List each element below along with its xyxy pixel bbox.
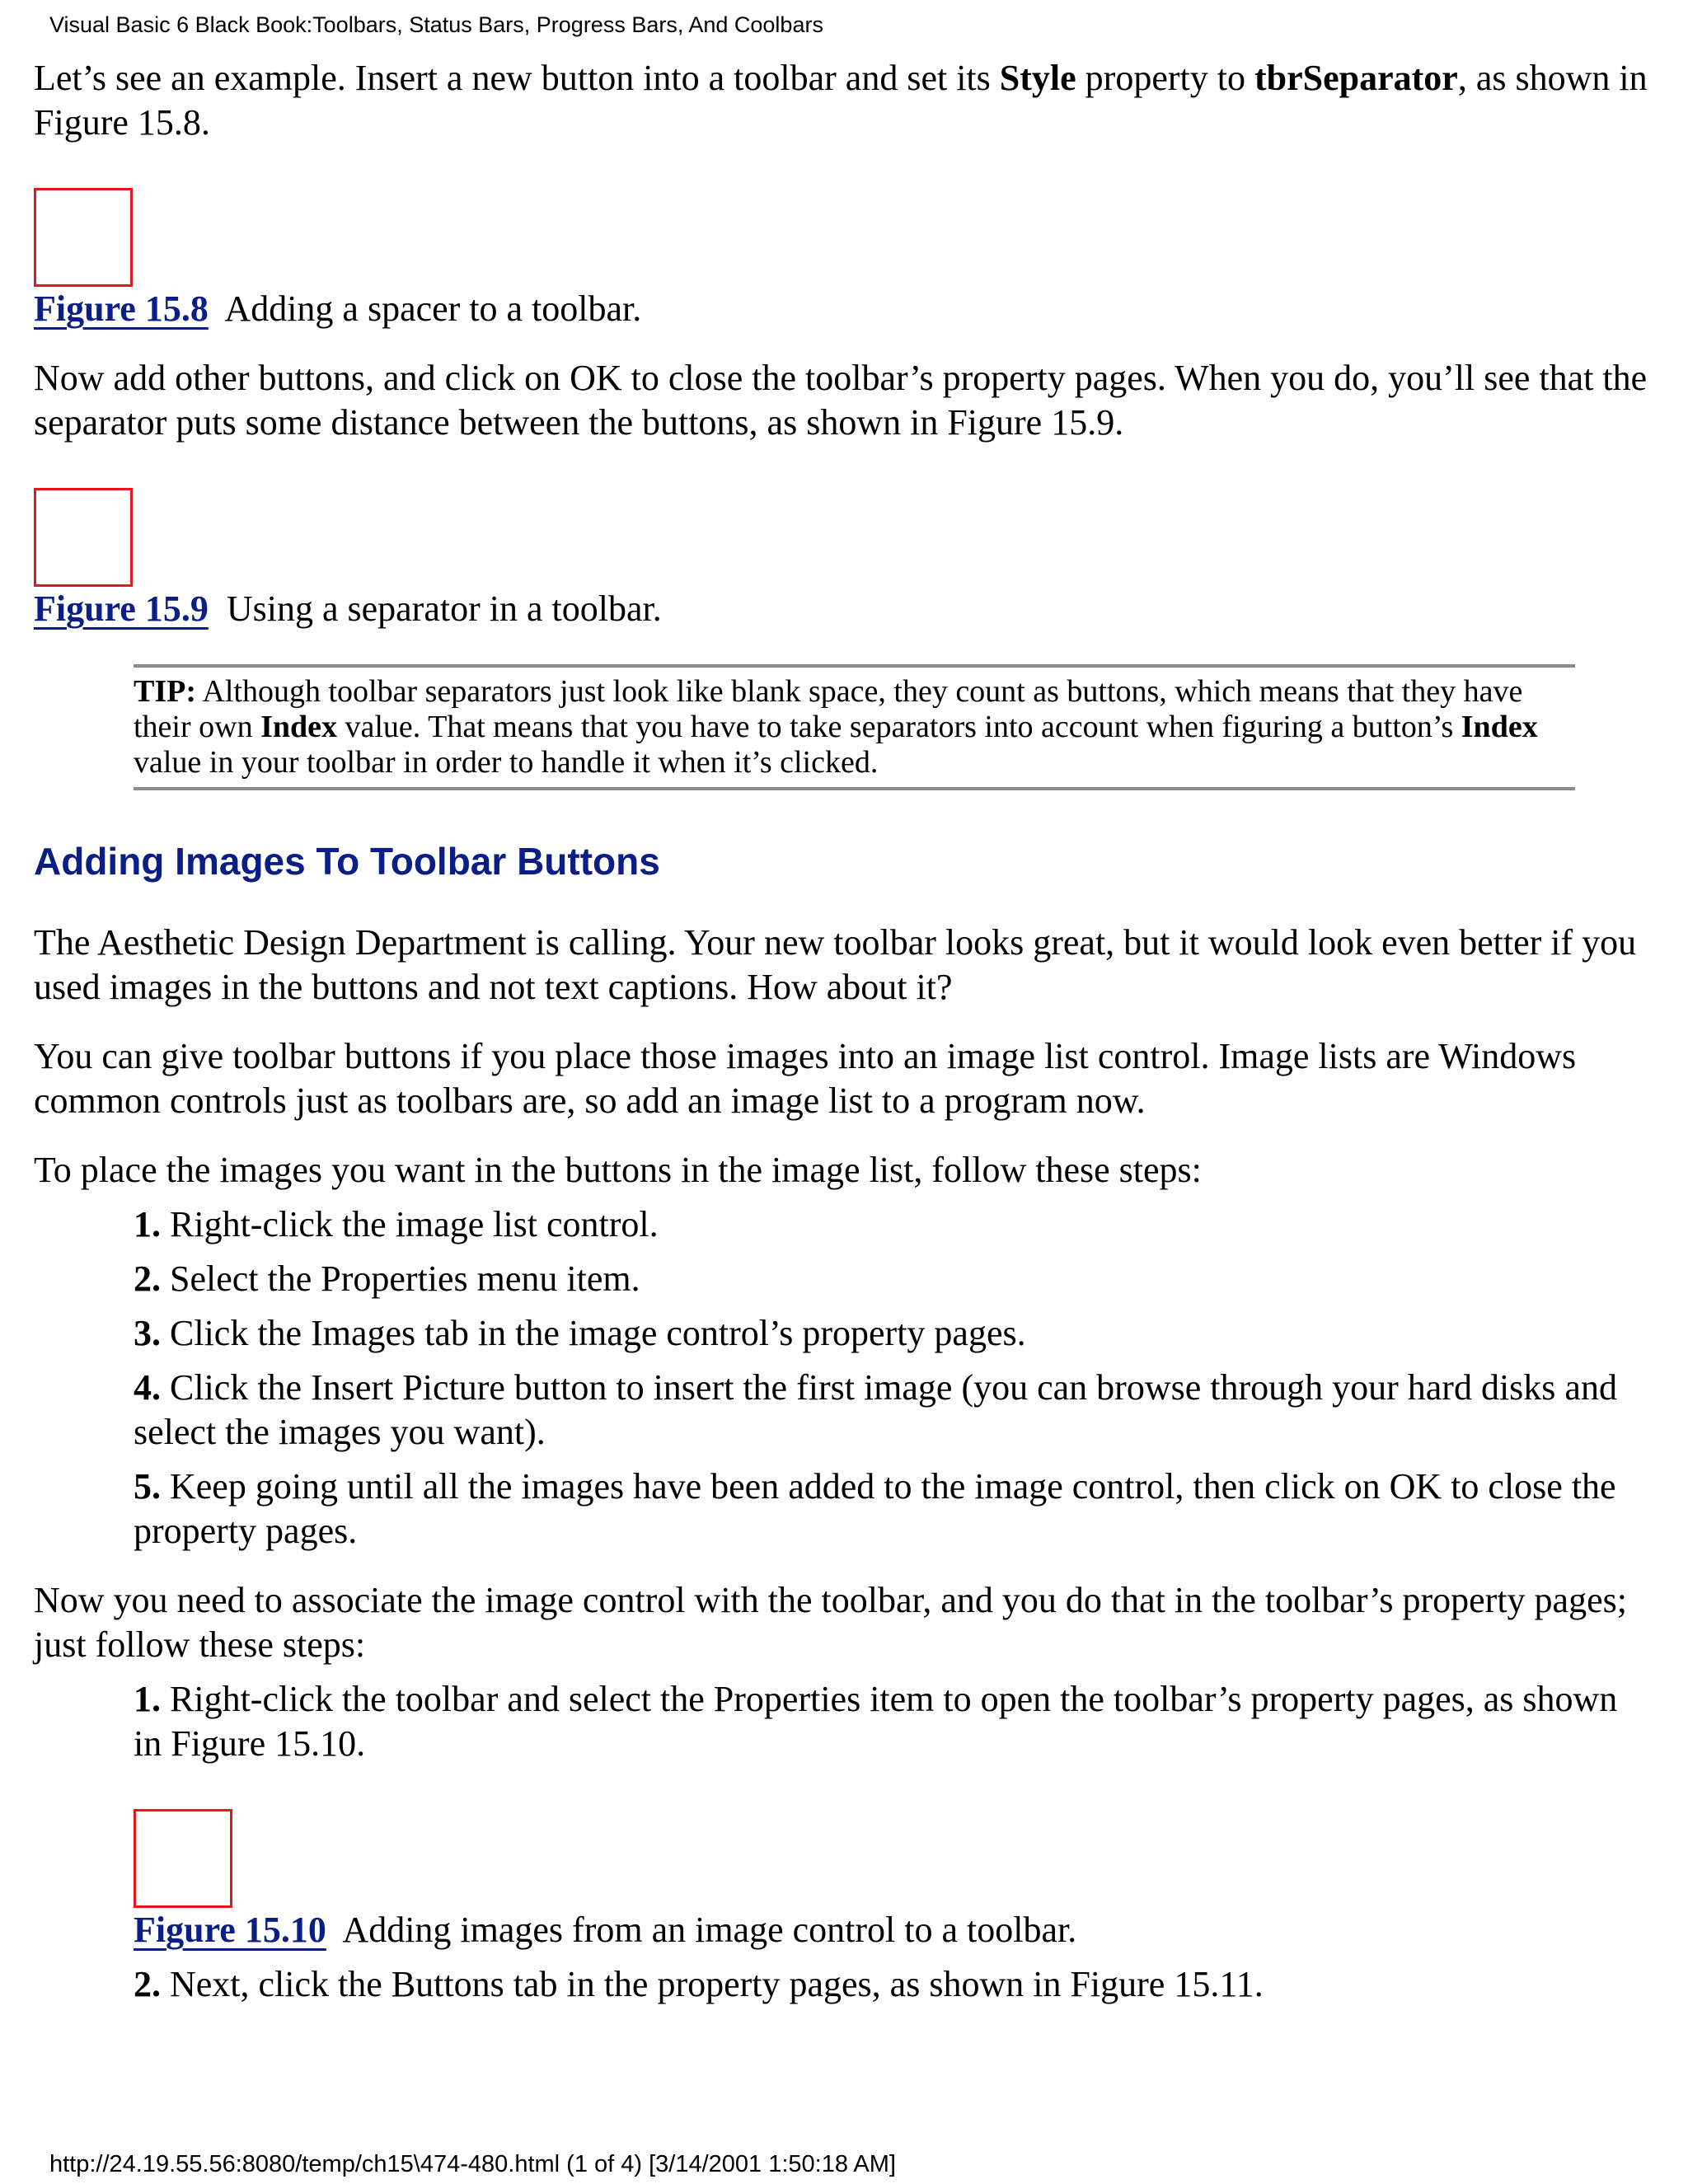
tip-box xyxy=(134,664,1575,790)
list-item: 3. Click the Images tab in the image control’s property pages. xyxy=(134,1313,1026,1353)
figure-15-10-caption: Figure 15.10 Adding images from an image control to a toolbar. xyxy=(134,1910,1077,1950)
figure-15-8-link[interactable]: Figure 15.8 xyxy=(34,288,209,329)
list-item: 1. Right-click the image list control. xyxy=(134,1204,659,1244)
toolbar-steps xyxy=(34,1677,1649,1766)
list-item: 5. Keep going until all the images have been added to the image control, then click on OK to close the property pages. xyxy=(134,1466,1616,1551)
list-item: 2. Select the Properties menu item. xyxy=(134,1258,640,1299)
tip-text: TIP: Although toolbar separators just look like blank space, they count as buttons, which means that they have their own Index value. That means that you have to take separators into account when figuring a button’s Index value in your toolbar in order to handle it when it’s clicked. xyxy=(134,674,1538,780)
page-header: Visual Basic 6 Black Book:Toolbars, Status Bars, Progress Bars, And Coolbars xyxy=(49,12,823,37)
toolbar-steps-continued xyxy=(34,1962,1649,2007)
paragraph-aesthetic: The Aesthetic Design Department is calling. Your new toolbar looks great, but it would look even better if you used images in the buttons and not text captions. How about it? xyxy=(34,922,1637,1007)
section-heading: Adding Images To Toolbar Buttons xyxy=(34,840,660,883)
page-footer-url: http://24.19.55.56:8080/temp/ch15\474-480.html (1 of 4) [3/14/2001 1:50:18 AM] xyxy=(49,2151,896,2177)
list-item: 2. Next, click the Buttons tab in the property pages, as shown in Figure 15.11. xyxy=(134,1964,1264,2004)
intro-paragraph: Let’s see an example. Insert a new button into a toolbar and set its Style property to tbrSeparator, as shown in Figure 15.8. xyxy=(34,58,1648,143)
document-body xyxy=(34,56,1649,2007)
figure-15-9-image-placeholder[interactable] xyxy=(34,488,133,587)
figure-15-8-caption: Figure 15.8 Adding a spacer to a toolbar. xyxy=(34,288,642,329)
figure-15-9-caption: Figure 15.9 Using a separator in a toolbar. xyxy=(34,588,662,629)
paragraph-associate: Now you need to associate the image control with the toolbar, and you do that in the toolbar’s property pages; just follow these steps: xyxy=(34,1580,1627,1665)
list-item: 4. Click the Insert Picture button to insert the first image (you can browse through your hard disks and select the images you want). xyxy=(134,1367,1617,1452)
figure-15-10-link[interactable]: Figure 15.10 xyxy=(134,1910,326,1950)
paragraph-image-list: You can give toolbar buttons if you place those images into an image list control. Image lists are Windows common controls just as toolbars are, so add an image list to a program now. xyxy=(34,1036,1577,1121)
tip-label: TIP: xyxy=(134,674,196,709)
style-property: Style xyxy=(999,58,1076,98)
figure-15-10-block xyxy=(134,1809,1649,1952)
figure-15-9-link[interactable]: Figure 15.9 xyxy=(34,588,209,629)
image-list-steps xyxy=(34,1202,1649,1554)
figure-15-10-image-placeholder[interactable] xyxy=(134,1809,232,1908)
tbr-separator-value: tbrSeparator xyxy=(1254,58,1458,98)
paragraph-place-images: To place the images you want in the buttons in the image list, follow these steps: xyxy=(34,1150,1202,1190)
separator-paragraph: Now add other buttons, and click on OK to close the toolbar’s property pages. When you do, you’ll see that the separator puts some distance between the buttons, as shown in Figure 15.9. xyxy=(34,358,1648,443)
figure-15-8-image-placeholder[interactable] xyxy=(34,188,133,287)
list-item: 1. Right-click the toolbar and select the Properties item to open the toolbar’s property pages, as shown in Figure 15.10. xyxy=(134,1679,1618,1764)
